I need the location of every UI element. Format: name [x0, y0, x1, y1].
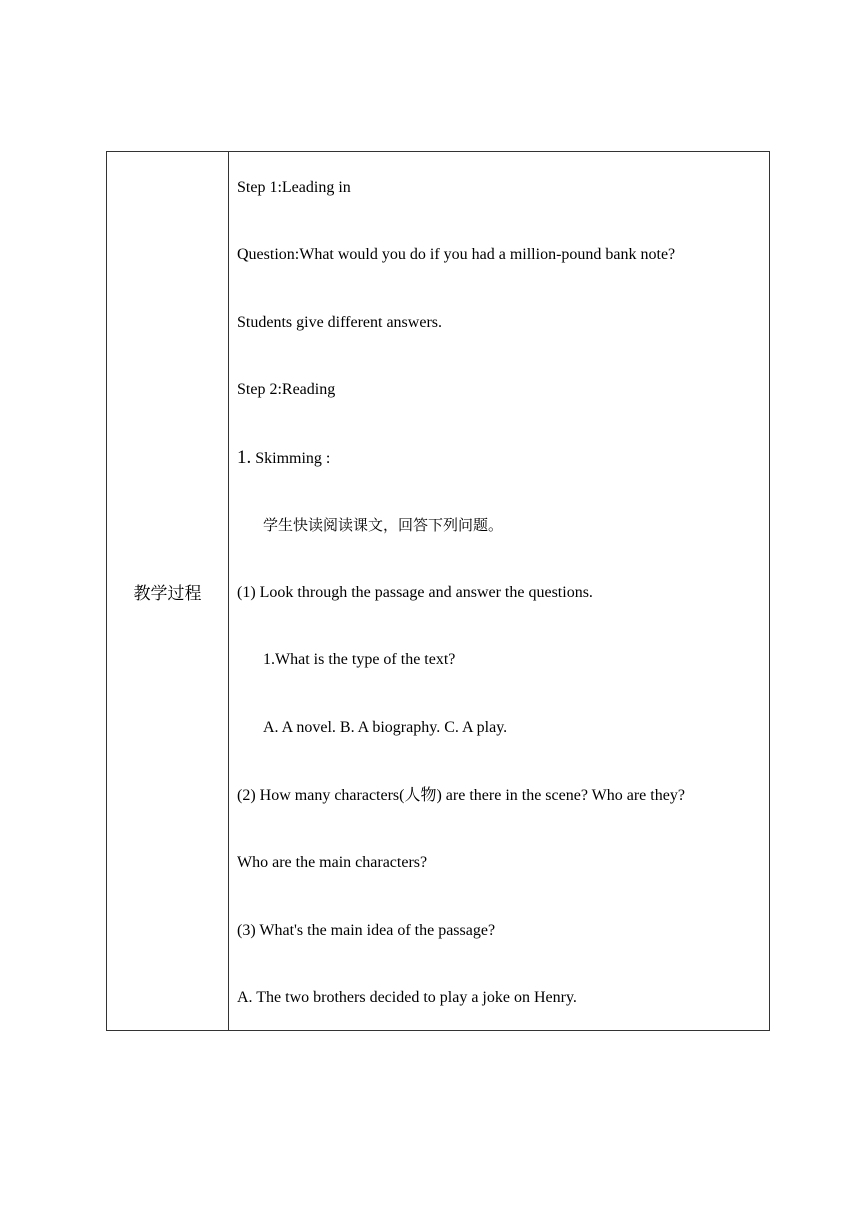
question-2-characters: (2) How many characters(人物) are there in the scene? Who are they?	[237, 787, 685, 804]
question-3-main-idea: (3) What's the main idea of the passage?	[237, 922, 496, 939]
chinese-instruction: 学生快读阅读课文，回答下列问题。	[263, 516, 504, 534]
table-row	[107, 152, 770, 1031]
step-2-heading: Step 2:Reading	[237, 381, 336, 398]
step-1-heading: Step 1:Leading in	[237, 179, 351, 196]
section-label-cell	[107, 152, 229, 1031]
text-type-question: 1.What is the type of the text?	[263, 651, 456, 668]
section-label: 教学过程	[133, 583, 202, 604]
skimming-item	[237, 448, 330, 469]
list-number: 1.	[237, 447, 252, 468]
skimming-label: Skimming :	[255, 450, 331, 467]
main-characters-question: Who are the main characters?	[237, 854, 428, 871]
question-1-prompt: (1) Look through the passage and answer the questions.	[237, 584, 593, 601]
students-answers-line: Students give different answers.	[237, 314, 442, 331]
leading-question: Question:What would you do if you had a million-pound bank note?	[237, 246, 676, 263]
main-idea-option-a: A. The two brothers decided to play a joke on Henry.	[237, 989, 577, 1006]
lesson-table	[106, 151, 770, 1031]
content-cell	[229, 152, 770, 1031]
text-type-options: A. A novel. B. A biography. C. A play.	[263, 719, 508, 736]
